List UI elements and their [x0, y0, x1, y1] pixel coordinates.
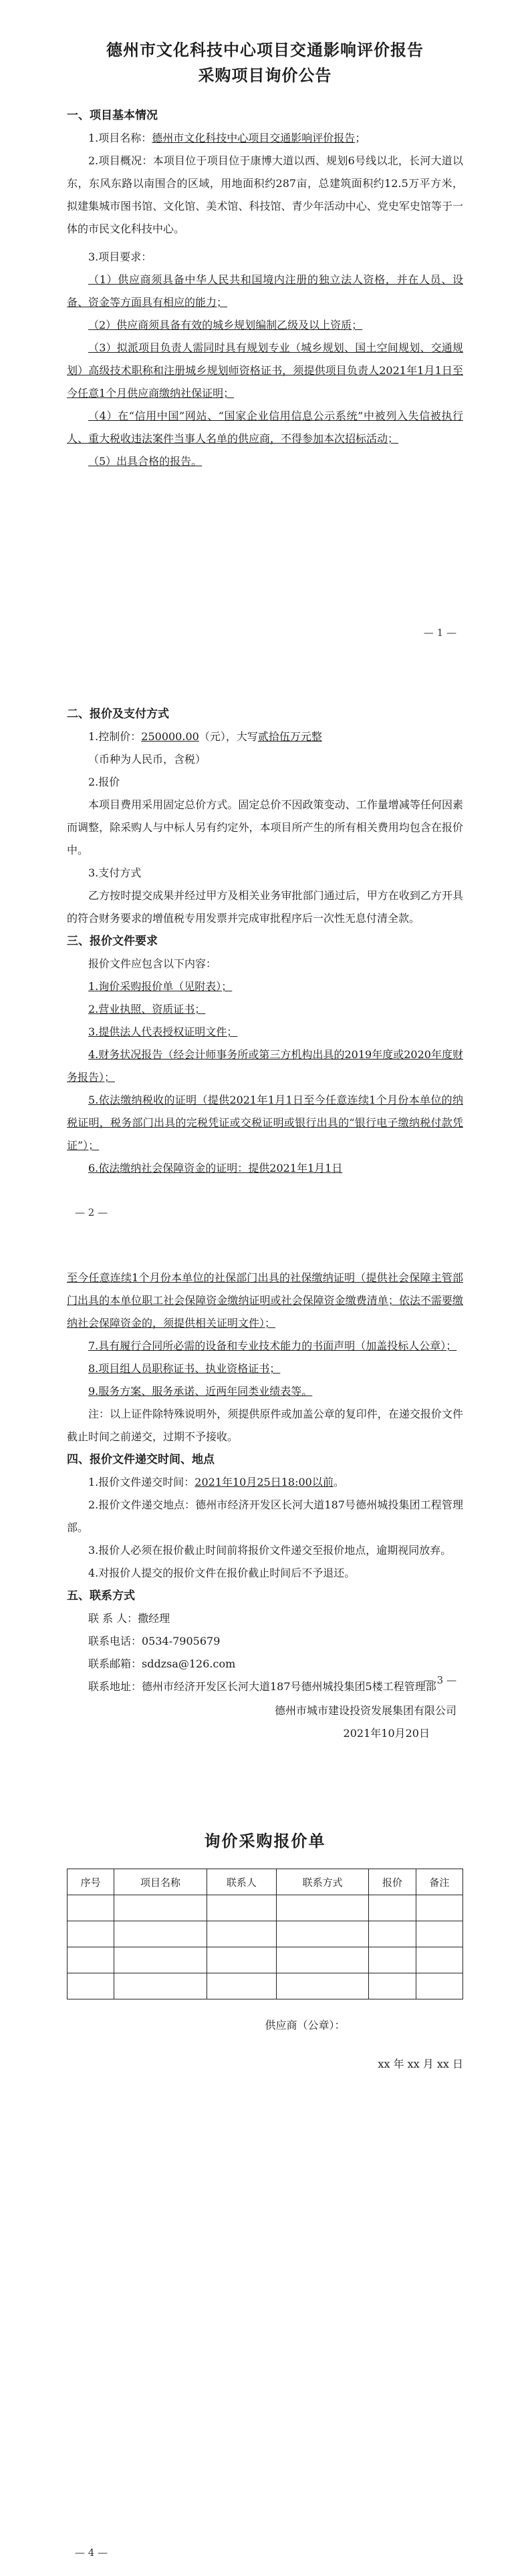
quotation-table: [67, 1869, 463, 1999]
header-cell: 联系人: [207, 1869, 276, 1895]
header-cell: 备注: [416, 1869, 462, 1895]
contact-email: 联系邮箱：sddzsa@126.com: [88, 1657, 236, 1670]
doc-item-8: 8.项目组人员职称证书、执业资格证书；: [88, 1362, 281, 1375]
sign-date: 2021年10月20日: [343, 1727, 430, 1740]
requirement-5: （5）出具合格的报告。: [88, 455, 203, 468]
doc-item-9: 9.服务方案、服务承诺、近两年同类业绩表等。: [88, 1385, 313, 1398]
doc-item-2: 2.营业执照、资质证书；: [88, 1003, 206, 1015]
section1-heading: 一、项目基本情况: [67, 109, 158, 122]
doc-item-4: 4.财务状况报告（经会计师事务所或第三方机构出具的2019年度或2020年度财务报告）；: [67, 1048, 463, 1084]
doc-item-1: 1.询价采购报价单（见附表）；: [88, 980, 233, 993]
doc-title-line2: 采购项目询价公告: [198, 65, 332, 85]
requirement-1: （1）供应商须具备中华人民共和国境内注册的独立法人资格，并在人员、设备、资金等方面具有相应的能力；: [67, 273, 463, 309]
table-row: [68, 1921, 463, 1947]
page-4: [0, 1801, 530, 2576]
docs-note: 注：以上证件除特殊说明外，须提供原件或加盖公章的复印件，在递交报价文件截止时间之前递交，过期不予接收。: [67, 1408, 463, 1443]
doc-item-6: 6.依法缴纳社会保障资金的证明：提供2021年1月1日: [88, 1162, 343, 1174]
payment-heading: 3.支付方式: [88, 866, 142, 879]
doc-item-7: 7.具有履行合同所必需的设备和专业技术能力的书面声明（加盖投标人公章）；: [88, 1339, 457, 1352]
header-cell: 联系方式: [276, 1869, 368, 1895]
contact-address: 联系地址：德州市经济开发区长河大道187号德州城投集团5楼工程管理部: [88, 1680, 436, 1693]
doc-item-6-continued: 至今任意连续1个月份本单位的社保部门出具的社保缴纳证明（提供社会保障主管部门出具的本单位职工社会保障资金缴纳证明或社会保障资金缴费清单；依法不需要缴纳社会保障资金的，须提供相关证明文件）；: [67, 1271, 463, 1329]
contact-phone: 联系电话：0534-7905679: [88, 1635, 221, 1647]
page-number-4: — 4 —: [75, 2547, 108, 2559]
table-header-row: [68, 1869, 463, 1895]
section5-heading: 五、联系方式: [67, 1589, 135, 1603]
item3-heading: 3.项目要求：: [88, 251, 152, 263]
supplier-seal-label: 供应商（公章）：: [265, 2019, 346, 2032]
doc-item-5: 5.依法缴纳税收的证明（提供2021年1月1日至今任意连续1个月份本单位的纳税证明，税务部门出具的完税凭证或交税证明或银行出具的“银行电子缴纳税付款凭证”）；: [67, 1094, 463, 1152]
submit-rule: 3.报价人必须在报价截止时间前将报价文件递交至报价地点，逾期视同放弃。: [88, 1544, 452, 1557]
item2: 2.项目概况：本项目位于项目位于康博大道以西、规划6号线以北，长河大道以东，东风东路以南围合的区域，用地面积约287亩，总建筑面积约12.5万平方米，拟建集城市图书馆、文化馆、美术馆、科技馆、青少年活动中心、党史军史馆等于一体的市民文化科技中心。: [67, 154, 463, 235]
submit-time: 1.报价文件递交时间：2021年10月25日18:00以前。: [88, 1476, 344, 1488]
price-value: 250000.00: [141, 730, 199, 743]
requirement-4: （4）在“信用中国”网站、“国家企业信用信息公示系统”中被列入失信被执行人、重大税收违法案件当事人名单的供应商，不得参加本次招标活动；: [67, 410, 463, 445]
project-name: 德州市文化科技中心项目交通影响评价报告: [152, 132, 356, 144]
page-number-1: — 1 —: [423, 627, 456, 639]
docs-intro: 报价文件应包含以下内容：: [88, 957, 217, 970]
page-number-3: — 3 —: [423, 1674, 456, 1686]
price-note: （币种为人民币，含税）: [88, 753, 207, 766]
page-2: [0, 679, 530, 1240]
table-row: [68, 1895, 463, 1921]
doc-item-3: 3.提供法人代表授权证明文件；: [88, 1025, 238, 1038]
item1: 1.项目名称：德州市文化科技中心项目交通影响评价报告；: [88, 132, 366, 144]
page-number-2: — 2 —: [75, 1206, 108, 1219]
contact-person: 联 系 人：撒经理: [88, 1612, 170, 1625]
table-row: [68, 1973, 463, 1999]
quote-text: 本项目费用采用固定总价方式。固定总价不因政策变动、工作量增减等任何因素而调整，除采购人与中标人另有约定外，本项目所产生的所有相关费用均包含在报价中。: [67, 798, 463, 856]
requirement-2: （2）供应商须具备有效的城乡规划编制乙级及以上资质；: [88, 319, 363, 331]
header-cell: 项目名称: [114, 1869, 207, 1895]
no-return-rule: 4.对报价人提交的报价文件在报价截止时间后不予退还。: [88, 1567, 356, 1579]
submit-deadline: 2021年10月25日18:00以前: [194, 1476, 334, 1488]
control-price: 1.控制价：250000.00（元），大写贰拾伍万元整: [88, 730, 322, 743]
quote-heading: 2.报价: [88, 776, 120, 788]
doc-title-line1: 德州市文化科技中心项目交通影响评价报告: [106, 40, 424, 59]
price-upper: 贰拾伍万元整: [257, 730, 322, 743]
payment-text: 乙方按时提交成果并经过甲方及相关业务审批部门通过后，甲方在收到乙方开具的符合财务要求的增值税专用发票并完成审批程序后一次性无息付清全款。: [67, 889, 463, 925]
page-3: [0, 1240, 530, 1801]
section4-heading: 四、报价文件递交时间、地点: [67, 1453, 215, 1466]
sign-organization: 德州市城市建设投资发展集团有限公司: [274, 1704, 456, 1717]
header-cell: 报价: [369, 1869, 416, 1895]
page-1: [0, 0, 530, 679]
submit-place: 2.报价文件递交地点：德州市经济开发区长河大道187号德州城投集团工程管理部。: [67, 1498, 463, 1534]
table-row: [68, 1947, 463, 1973]
header-cell: 序号: [68, 1869, 114, 1895]
section3-heading: 三、报价文件要求: [67, 935, 158, 948]
quotation-form-title: 询价采购报价单: [204, 1831, 326, 1850]
requirement-3: （3）拟派项目负责人需同时具有规划专业（城乡规划、国土空间规划、交通规划）高级技术职称和注册城乡规划师资格证书，须提供项目负责人2021年1月1日至今任意1个月供应商缴纳社保证明；: [67, 341, 463, 399]
form-date-label: xx 年 xx 月 xx 日: [378, 2058, 463, 2070]
section2-heading: 二、报价及支付方式: [67, 707, 169, 721]
